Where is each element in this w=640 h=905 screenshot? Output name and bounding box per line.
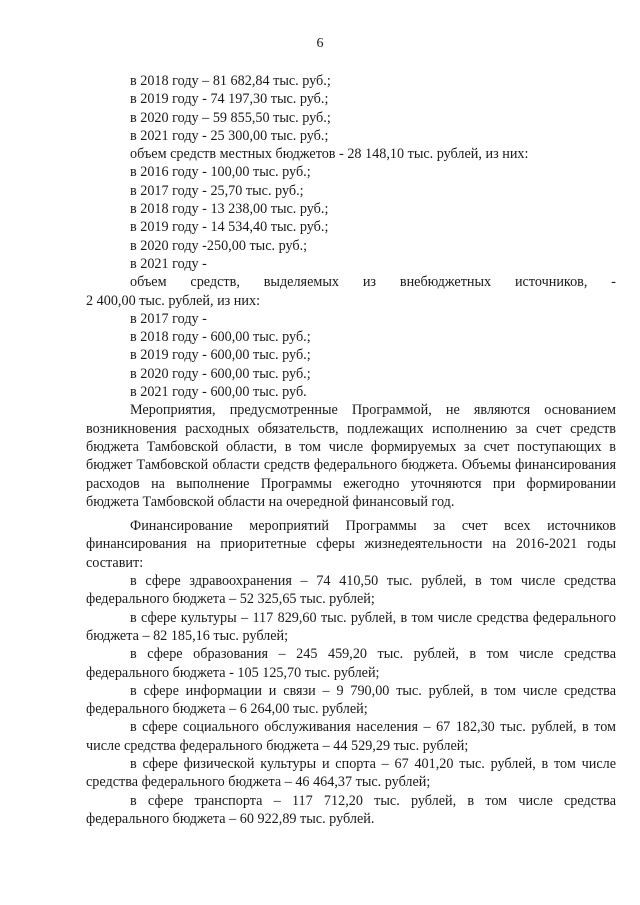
- document-body: [86, 72, 616, 828]
- budget-line: в 2021 году -: [130, 255, 207, 272]
- budget-line: в 2018 году – 81 682,84 тыс. руб.;: [130, 73, 331, 89]
- local-budget-total: объем средств местных бюджетов - 28 148,10 тыс. рублей, из них:: [130, 146, 529, 163]
- budget-line: в 2019 году - 600,00 тыс. руб.;: [130, 347, 311, 364]
- extrabudget-total-continued: 2 400,00 тыс. рублей, из них:: [86, 292, 261, 309]
- budget-line: в 2019 году - 14 534,40 тыс. руб.;: [130, 219, 329, 236]
- budget-line: в 2020 году -250,00 тыс. руб.;: [130, 237, 308, 254]
- sphere-item: в сфере транспорта – 117 712,20 тыс. рублей, в том числе средства федерального бюджета – 60 922,89 тыс. рублей.: [86, 792, 616, 827]
- budget-line: в 2020 году - 600,00 тыс. руб.;: [130, 365, 311, 382]
- budget-line: в 2016 году - 100,00 тыс. руб.;: [130, 164, 311, 181]
- sphere-item: в сфере информации и связи – 9 790,00 тыс. рублей, в том числе средства федерального бюджета – 6 264,00 тыс. рублей;: [86, 682, 616, 718]
- budget-line: в 2017 году -: [130, 310, 207, 327]
- budget-line: в 2017 году - 25,70 тыс. руб.;: [130, 182, 304, 199]
- sphere-item: в сфере социального обслуживания населения – 67 182,30 тыс. рублей, в том числе средства федерального бюджета – 44 529,29 тыс. рублей;: [86, 719, 616, 754]
- budget-line: в 2021 году - 25 300,00 тыс. руб.;: [130, 127, 329, 144]
- financing-paragraph: Финансирование мероприятий Программы за счет всех источников финансирования на приоритетные сферы жизнедеятельности на 2016-2021 годы составит:: [86, 518, 616, 571]
- extrabudget-total: объем средств, выделяемых из внебюджетных источников, -: [130, 274, 616, 291]
- budget-line: в 2019 году - 74 197,30 тыс. руб.;: [130, 91, 329, 108]
- sphere-item: в сфере образования – 245 459,20 тыс. рублей, в том числе средства федерального бюджета - 105 125,70 тыс. рублей;: [86, 646, 616, 681]
- budget-line: в 2018 году - 600,00 тыс. руб.;: [130, 329, 311, 346]
- sphere-item: в сфере здравоохранения – 74 410,50 тыс. рублей, в том числе средства федерального бюджета – 52 325,65 тыс. рублей;: [86, 573, 616, 608]
- page-number: 6: [316, 36, 324, 51]
- budget-line: в 2021 году - 600,00 тыс. руб.: [130, 384, 307, 401]
- budget-line: в 2020 году – 59 855,50 тыс. руб.;: [130, 109, 331, 126]
- measures-paragraph: Мероприятия, предусмотренные Программой, не являются основанием возникновения расходных обязательств, подлежащих исполнению за счет средств бюджета Тамбовской области, в том числе формируемых за счет поступающих в бюджет Тамбовской области средств федерального бюджета. Объемы финансирования расходов на выполнение Программы ежегодно уточняются при формировании бюджета Тамбовской области на очередной финансовый год.: [86, 402, 616, 510]
- sphere-item: в сфере культуры – 117 829,60 тыс. рублей, в том числе средства федерального бюджета – 82 185,16 тыс. рублей;: [86, 609, 616, 644]
- budget-line: в 2018 году - 13 238,00 тыс. руб.;: [130, 201, 329, 218]
- sphere-item: в сфере физической культуры и спорта – 67 401,20 тыс. рублей, в том числе средства федерального бюджета – 46 464,37 тыс. рублей;: [86, 755, 616, 791]
